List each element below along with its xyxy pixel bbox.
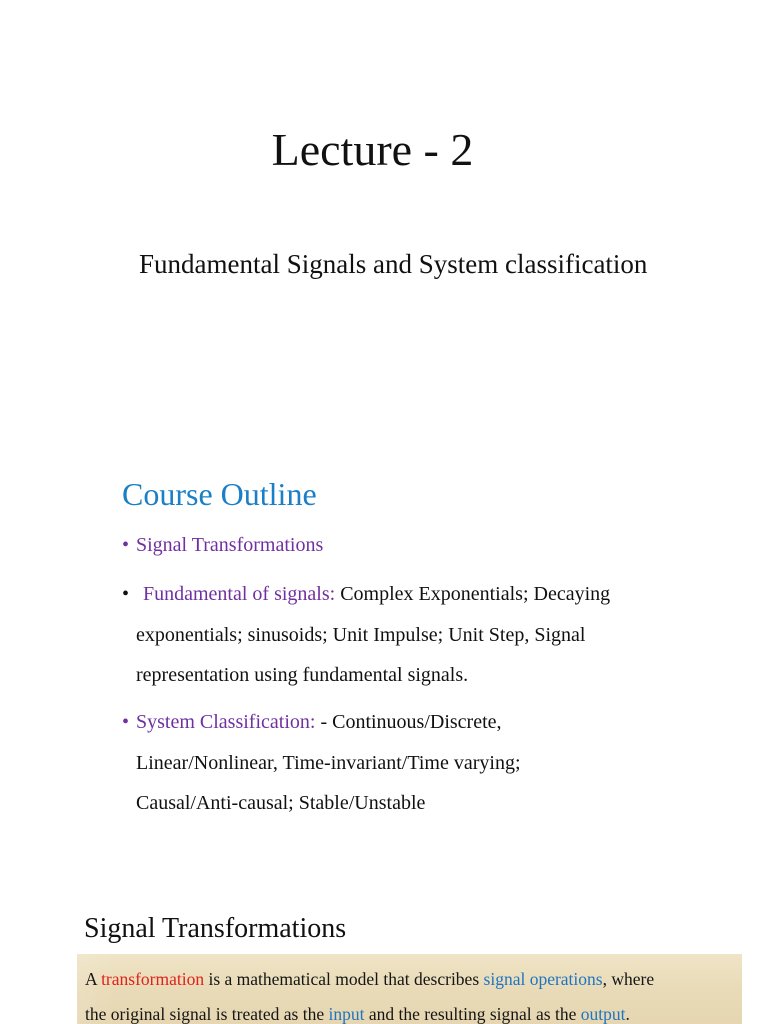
term-transformation: transformation xyxy=(101,969,205,989)
term-signal-operations: signal operations xyxy=(483,969,603,989)
lecture-title: Lecture - 2 xyxy=(271,124,474,175)
bullet-label: Signal Transformations xyxy=(136,534,324,556)
term-input: input xyxy=(328,1004,365,1024)
outline-bullet-fundamental-signals xyxy=(122,574,692,696)
bullet-label: System Classification: xyxy=(136,711,316,733)
definition-text: and the resulting signal as the xyxy=(364,1004,581,1024)
outline-bullet-signal-transformations xyxy=(122,525,692,566)
bullet-label: Fundamental of signals: xyxy=(143,583,336,605)
bullet-text-line: Linear/Nonlinear, Time-invariant/Time varying; xyxy=(136,751,521,774)
bullet-dot: • xyxy=(122,711,130,733)
bullet-text-line: exponentials; sinusoids; Unit Impulse; Unit Step, Signal xyxy=(136,623,586,646)
bullet-text-line: Causal/Anti-causal; Stable/Unstable xyxy=(136,792,426,814)
bullet-text-line: - Continuous/Discrete, xyxy=(320,711,502,733)
bullet-dot: • xyxy=(122,534,130,556)
course-outline-heading: Course Outline xyxy=(122,476,317,512)
definition-text: . xyxy=(625,1004,630,1024)
definition-text: is a mathematical model that describes xyxy=(204,969,484,989)
term-output: output xyxy=(580,1004,626,1024)
definition-text: , where xyxy=(602,969,655,989)
definition-box xyxy=(77,954,742,1024)
bullet-text-line: representation using fundamental signals. xyxy=(136,664,469,686)
definition-text: A xyxy=(85,969,102,989)
lecture-subtitle: Fundamental Signals and System classification xyxy=(139,249,648,279)
outline-bullet-system-classification xyxy=(122,702,692,824)
bullet-text-line: Complex Exponentials; Decaying xyxy=(340,583,611,605)
definition-text: the original signal is treated as the xyxy=(85,1004,329,1024)
bullet-dot: • xyxy=(122,583,130,605)
signal-transformations-heading: Signal Transformations xyxy=(84,913,347,944)
